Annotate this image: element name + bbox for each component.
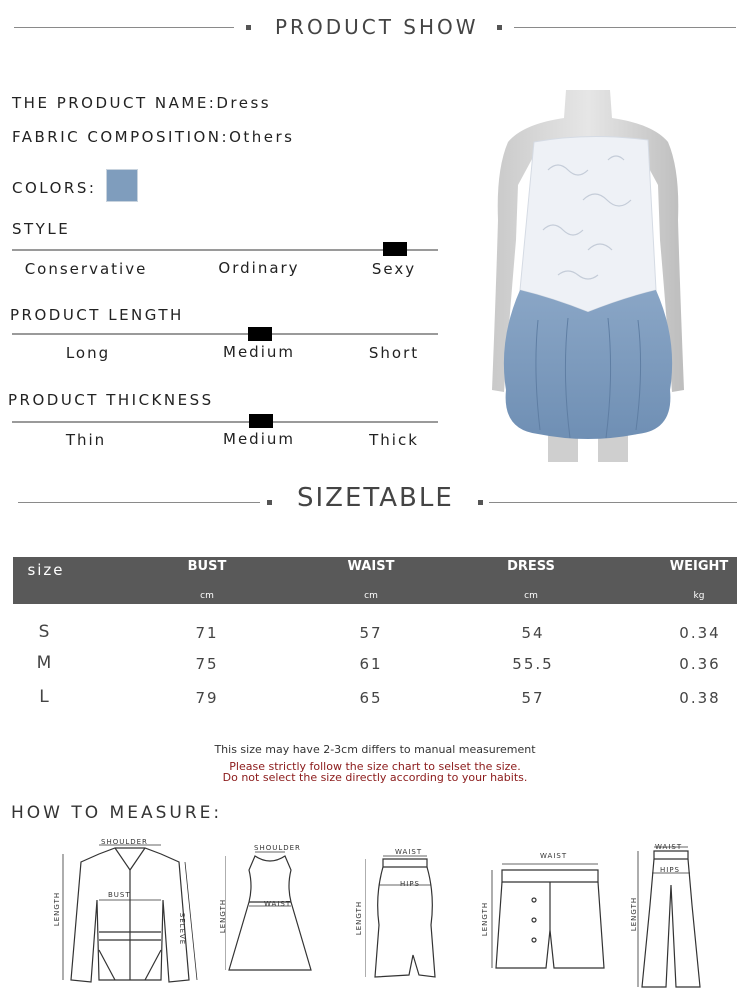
thickness-scale-track xyxy=(12,421,438,423)
note-size-chart: Please strictly follow the size chart to selset the size. xyxy=(229,760,521,773)
pants-hips-label: HIPS xyxy=(660,866,680,874)
header-divider-left xyxy=(14,27,234,28)
table-cell-bust: 71 xyxy=(195,624,219,642)
shorts-length-label: LENGTH xyxy=(481,901,490,937)
style-label-conservative: Conservative xyxy=(24,260,148,278)
thickness-title: PRODUCT THICKNESS xyxy=(8,391,214,409)
header-square-left xyxy=(246,25,251,30)
jacket-bust-label: BUST xyxy=(108,891,131,899)
table-cell-waist: 57 xyxy=(359,624,383,642)
header-square-right xyxy=(497,25,502,30)
table-cell-waist: 61 xyxy=(359,655,383,673)
product-name-row xyxy=(12,94,271,112)
table-cell-weight: 0.36 xyxy=(679,655,721,673)
skirt-hips-label: HIPS xyxy=(400,880,420,888)
fabric-row xyxy=(12,128,294,146)
style-label-ordinary: Ordinary xyxy=(218,259,300,277)
col-unit-weight: kg xyxy=(693,591,705,601)
col-header-bust: BUST xyxy=(187,559,227,574)
sizetable-square-left xyxy=(267,500,272,505)
style-scale-track xyxy=(12,249,438,251)
product-show-title: PRODUCT SHOW xyxy=(275,15,479,39)
pants-length-label: LENGTH xyxy=(630,896,639,932)
length-label-long: Long xyxy=(65,344,111,362)
col-header-waist: WAIST xyxy=(347,559,395,574)
jacket-sleeve-label: SELEVE xyxy=(178,912,187,946)
sizetable-divider-right xyxy=(489,502,737,503)
col-unit-waist: cm xyxy=(364,591,378,601)
skirt-length-label: LENGTH xyxy=(355,900,364,936)
thickness-label-thin: Thin xyxy=(65,431,107,449)
shorts-waist-label: WAIST xyxy=(540,852,568,860)
dress-waist-label: WAIST xyxy=(264,900,292,908)
style-label-sexy: Sexy xyxy=(371,260,417,278)
lace-bodice-icon xyxy=(520,136,656,312)
table-cell-size: S xyxy=(38,622,52,642)
col-unit-dress: cm xyxy=(524,591,538,601)
col-header-weight: WEIGHT xyxy=(669,559,729,574)
table-cell-dress: 54 xyxy=(521,624,545,642)
pants-waist-label: WAIST xyxy=(655,843,683,851)
dress-length-label: LENGTH xyxy=(219,898,228,934)
sizetable-divider-left xyxy=(18,502,260,503)
table-cell-size: L xyxy=(39,687,51,707)
note-habits: Do not select the size directly according to your habits. xyxy=(222,771,528,784)
product-name-label: THE PRODUCT NAME: xyxy=(12,94,217,112)
sizetable-title: SIZETABLE xyxy=(297,483,454,513)
skirt-waist-label: WAIST xyxy=(395,848,423,856)
header-divider-right xyxy=(514,27,736,28)
table-cell-waist: 65 xyxy=(359,689,383,707)
dress-diagram-icon xyxy=(225,850,315,980)
skirt-diagram-icon xyxy=(365,855,445,985)
table-cell-weight: 0.38 xyxy=(679,689,721,707)
table-cell-bust: 79 xyxy=(195,689,219,707)
col-unit-bust: cm xyxy=(200,591,214,601)
length-scale-track xyxy=(12,333,438,335)
dress-shoulder-label: SHOULDER xyxy=(254,844,301,852)
length-label-short: Short xyxy=(368,344,420,362)
table-cell-dress: 57 xyxy=(521,689,545,707)
shorts-diagram-icon xyxy=(490,860,610,975)
table-cell-dress: 55.5 xyxy=(512,655,554,673)
length-scale-marker xyxy=(248,327,272,341)
product-photo xyxy=(488,90,688,470)
fabric-value: Others xyxy=(229,128,295,146)
style-scale-marker xyxy=(383,242,407,256)
col-header-size: size xyxy=(27,561,65,579)
thickness-scale-marker xyxy=(249,414,273,428)
style-title: STYLE xyxy=(12,220,71,238)
length-title: PRODUCT LENGTH xyxy=(10,306,184,324)
table-cell-bust: 75 xyxy=(195,655,219,673)
note-measurement: This size may have 2-3cm differs to manual measurement xyxy=(214,743,536,756)
jacket-length-label: LENGTH xyxy=(53,891,62,927)
how-to-measure-title: HOW TO MEASURE: xyxy=(11,803,223,823)
col-header-dress: DRESS xyxy=(507,559,555,574)
sizetable-square-right xyxy=(478,500,483,505)
product-name-value: Dress xyxy=(216,94,272,112)
thickness-label-thick: Thick xyxy=(369,431,419,449)
thickness-label-medium: Medium xyxy=(223,430,295,448)
table-cell-weight: 0.34 xyxy=(679,624,721,642)
denim-skirt-icon xyxy=(504,290,672,439)
fabric-label: FABRIC COMPOSITION: xyxy=(12,128,230,146)
length-label-medium: Medium xyxy=(223,343,295,361)
color-swatch[interactable] xyxy=(106,169,138,202)
colors-label: COLORS: xyxy=(12,179,97,197)
table-cell-size: M xyxy=(36,653,54,673)
jacket-shoulder-label: SHOULDER xyxy=(101,838,148,846)
